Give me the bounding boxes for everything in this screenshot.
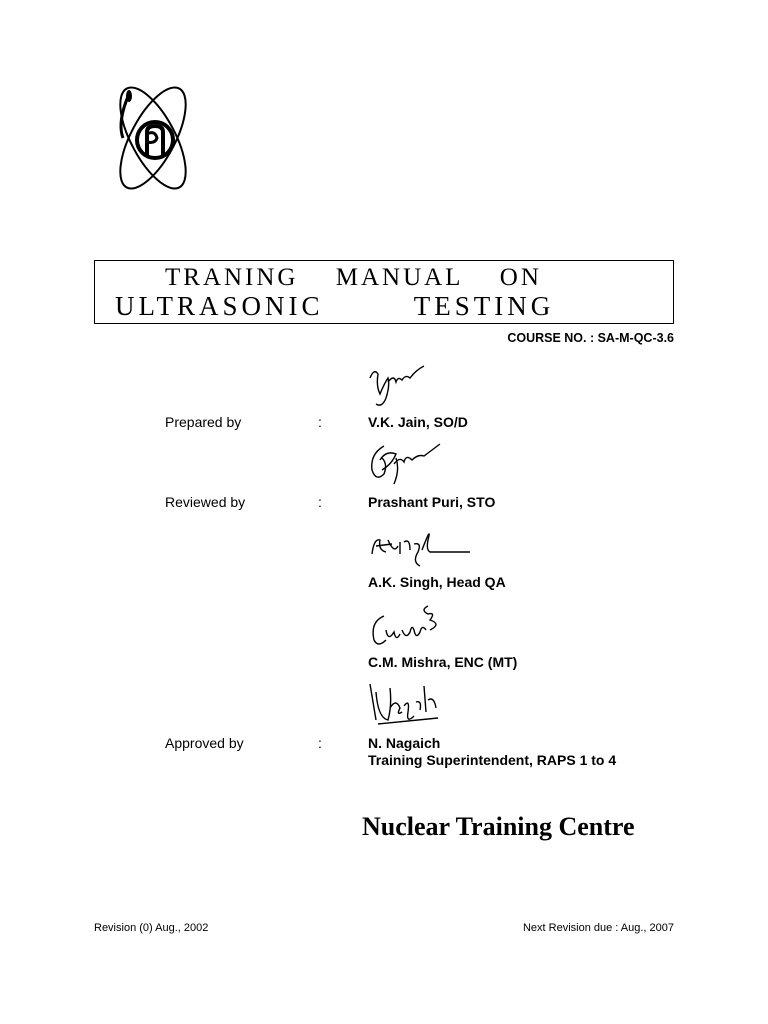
colon-approved: : <box>318 735 322 751</box>
signature-ak-singh <box>366 520 474 570</box>
colon-prepared: : <box>318 414 322 430</box>
footer-revision: Revision (0) Aug., 2002 <box>94 922 209 934</box>
colon-reviewed: : <box>318 494 322 510</box>
organization-logo <box>103 82 203 194</box>
name-prepared: V.K. Jain, SO/D <box>368 414 468 430</box>
name-reviewed: Prashant Puri, STO <box>368 494 496 510</box>
course-number: COURSE NO. : SA-M-QC-3.6 <box>507 331 674 345</box>
title-box <box>94 260 674 324</box>
signature-prashant-puri <box>366 440 442 496</box>
title-line-1: TRANING MANUAL ON <box>165 264 542 291</box>
signature-vk-jain <box>366 364 428 412</box>
name-approved: N. Nagaich <box>368 735 441 751</box>
name-enc-mt: C.M. Mishra, ENC (MT) <box>368 654 518 670</box>
title-line-2: ULTRASONIC TESTING <box>115 291 555 321</box>
role-prepared: Prepared by <box>165 414 242 430</box>
role-approved: Approved by <box>165 735 244 751</box>
signature-cm-mishra <box>366 600 448 652</box>
designation-approved: Training Superintendent, RAPS 1 to 4 <box>368 752 617 768</box>
name-head-qa: A.K. Singh, Head QA <box>368 574 506 590</box>
role-reviewed: Reviewed by <box>165 494 246 510</box>
centre-name: Nuclear Training Centre <box>362 812 635 841</box>
footer-next-revision: Next Revision due : Aug., 2007 <box>522 922 674 934</box>
signature-n-nagaich <box>366 678 442 734</box>
